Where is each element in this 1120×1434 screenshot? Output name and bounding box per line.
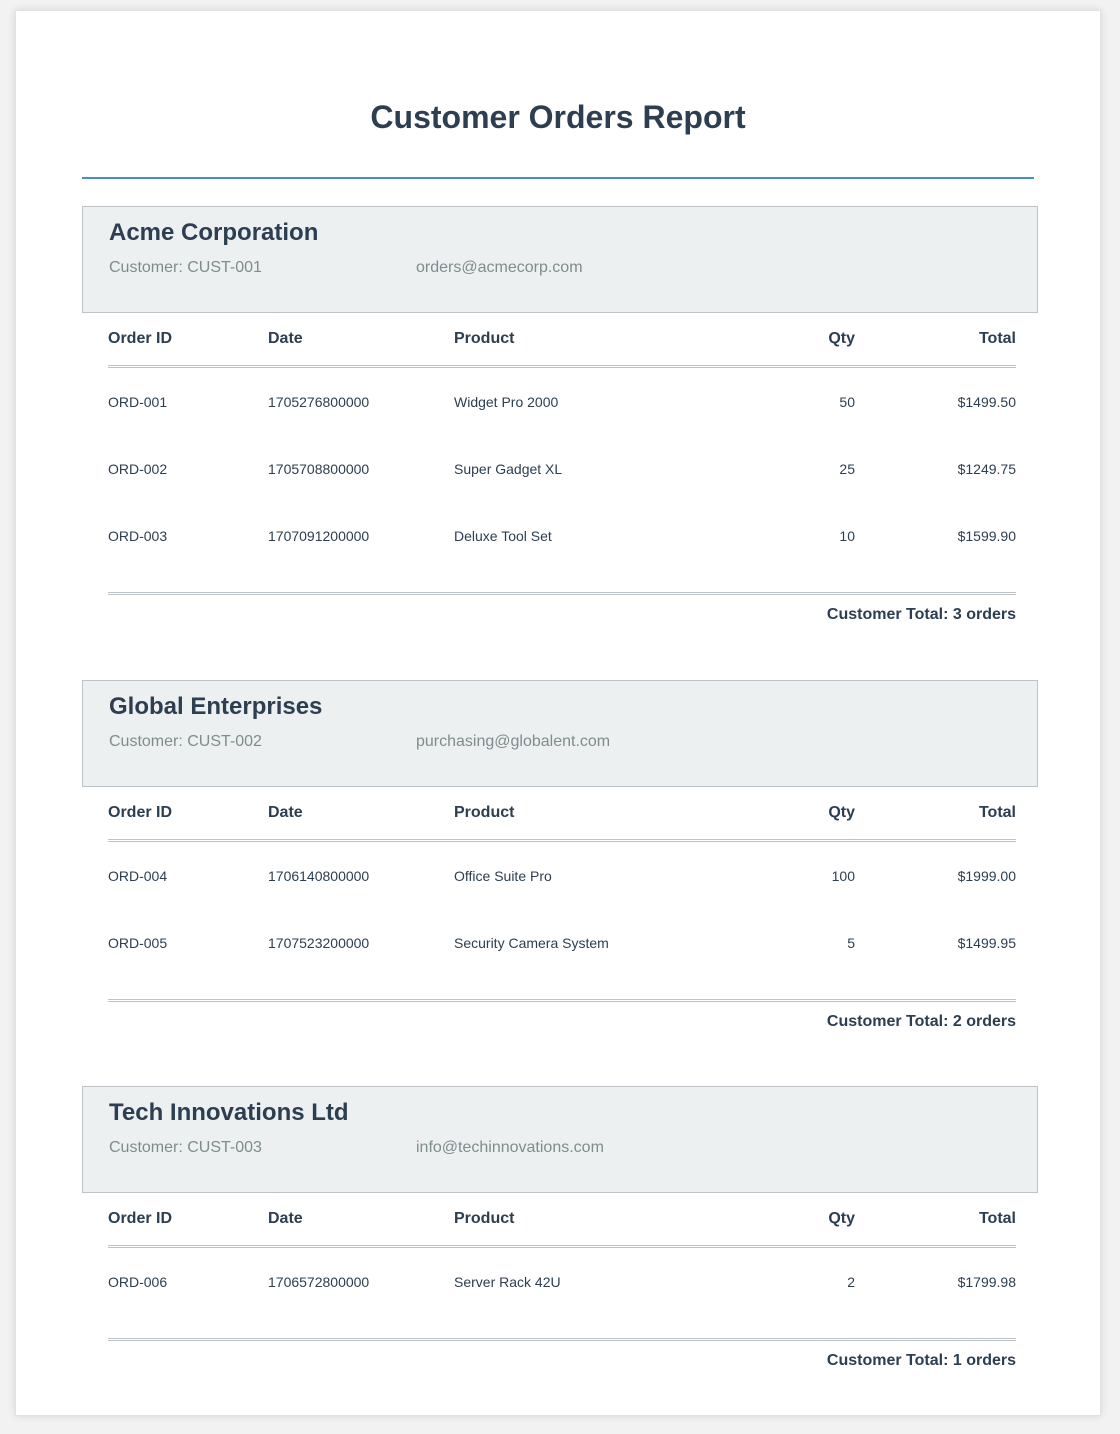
table-row [108,367,1016,436]
total-cell: $1499.50 [957,393,1016,410]
customer-email: orders@acmecorp.com [416,259,583,276]
qty-cell: 25 [839,460,855,477]
column-header-qty: Qty [754,1193,855,1247]
customer-total: Customer Total: 3 orders [108,592,1016,625]
customer-header [82,680,1038,787]
column-header-order-id: Order ID [108,313,268,367]
product-cell: Office Suite Pro [454,867,552,884]
total-cell: $1249.75 [957,460,1016,477]
table-row [108,841,1016,910]
orders-table [108,313,1016,569]
date-cell: 1706572800000 [268,1273,370,1290]
customer-id: Customer: CUST-003 [109,1139,262,1156]
qty-cell: 100 [831,867,855,884]
customer-header [82,206,1038,313]
column-header-date: Date [268,1193,454,1247]
orders-table [108,787,1016,976]
customer-section-tech [82,1086,1038,1369]
customer-header [82,1086,1038,1193]
order-id-cell: ORD-004 [108,867,168,884]
qty-cell: 5 [847,934,855,951]
date-cell: 1707091200000 [268,527,370,544]
customer-name: Tech Innovations Ltd [109,1099,349,1126]
qty-cell: 10 [839,527,855,544]
customer-total: Customer Total: 1 orders [108,1338,1016,1371]
date-cell: 1706140800000 [268,867,370,884]
order-id-cell: ORD-003 [108,527,168,544]
customer-name: Global Enterprises [109,693,323,720]
order-id-cell: ORD-005 [108,934,168,951]
table-header-row [108,313,1016,367]
total-cell: $1999.00 [957,867,1016,884]
date-cell: 1707523200000 [268,934,370,951]
page-title: Customer Orders Report [370,99,746,135]
column-header-product: Product [454,1193,754,1247]
table-header-row [108,787,1016,841]
product-cell: Server Rack 42U [454,1273,561,1290]
customer-email: info@techinnovations.com [416,1139,604,1156]
table-header-row [108,1193,1016,1247]
column-header-qty: Qty [754,313,855,367]
customer-name: Acme Corporation [109,219,319,246]
column-header-total: Total [855,313,1016,367]
customer-id: Customer: CUST-001 [109,259,262,276]
product-cell: Super Gadget XL [454,460,563,477]
orders-table [108,1193,1016,1315]
customer-section-global [82,680,1038,1030]
total-cell: $1799.98 [957,1273,1016,1290]
date-cell: 1705276800000 [268,393,370,410]
qty-cell: 50 [839,393,855,410]
column-header-product: Product [454,313,754,367]
total-cell: $1499.95 [957,934,1016,951]
column-header-order-id: Order ID [108,1193,268,1247]
column-header-date: Date [268,787,454,841]
table-row [108,435,1016,502]
column-header-order-id: Order ID [108,787,268,841]
total-cell: $1599.90 [957,527,1016,544]
column-header-qty: Qty [754,787,855,841]
qty-cell: 2 [847,1273,855,1290]
order-id-cell: ORD-001 [108,393,168,410]
column-header-product: Product [454,787,754,841]
customer-id: Customer: CUST-002 [109,733,262,750]
title-divider [82,177,1034,179]
report-page [15,10,1101,1416]
column-header-total: Total [855,787,1016,841]
table-row [108,1247,1016,1316]
date-cell: 1705708800000 [268,460,370,477]
order-id-cell: ORD-006 [108,1273,168,1290]
order-id-cell: ORD-002 [108,460,168,477]
product-cell: Deluxe Tool Set [454,527,552,544]
column-header-date: Date [268,313,454,367]
customer-total: Customer Total: 2 orders [108,999,1016,1032]
product-cell: Security Camera System [454,934,609,951]
table-row [108,909,1016,976]
table-row [108,502,1016,569]
customer-email: purchasing@globalent.com [416,733,611,750]
customer-section-acme [82,206,1038,623]
product-cell: Widget Pro 2000 [454,393,559,410]
column-header-total: Total [855,1193,1016,1247]
